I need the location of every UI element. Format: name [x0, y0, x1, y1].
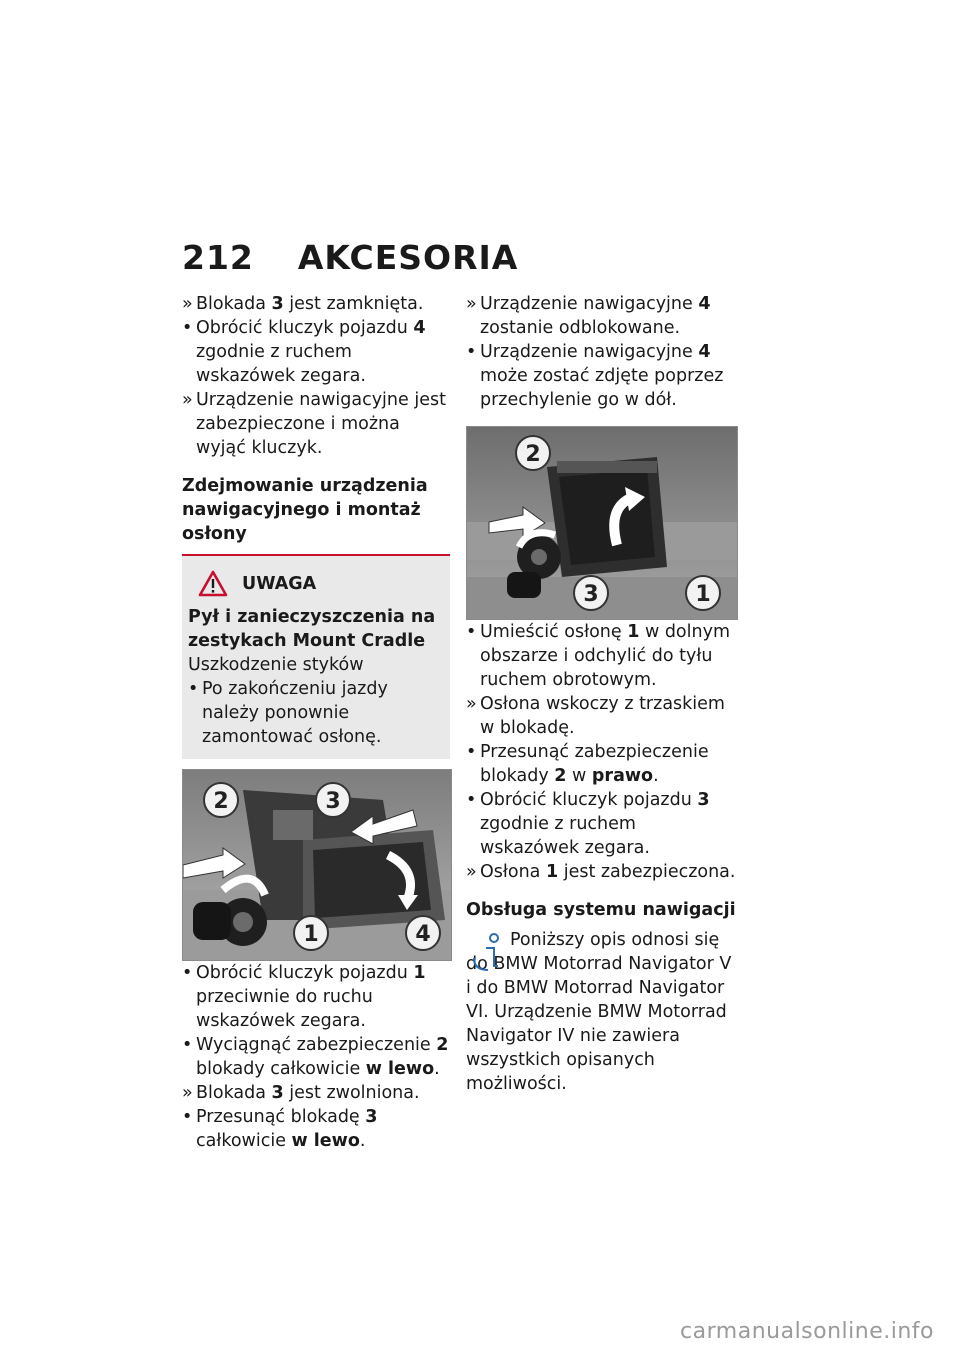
step-item	[466, 740, 736, 788]
warning-title: UWAGA	[242, 573, 317, 594]
step-item	[466, 620, 736, 692]
item-text: Obrócić kluczyk pojazdu 4 zgodnie z ruchem wskazówek zegara.	[196, 318, 426, 386]
bullet-mark: •	[188, 679, 199, 699]
step-item	[466, 340, 736, 412]
result-mark: »	[182, 1083, 193, 1103]
item-text: Osłona wskoczy z trzaskiem w blokadę.	[480, 694, 725, 738]
page-number: 212	[182, 238, 254, 277]
figure-install-cover	[466, 426, 738, 620]
warning-text: Uszkodzenie styków	[188, 655, 364, 675]
result-mark: »	[182, 294, 193, 314]
item-text: Przesunąć blokadę 3 całkowicie w lewo.	[196, 1107, 378, 1151]
item-text: Urządzenie nawigacyjne jest zabezpieczone i można wyjąć kluczyk.	[196, 390, 446, 458]
result-item	[466, 692, 736, 740]
item-text: Wyciągnąć zabezpieczenie 2 blokady całkowicie w lewo.	[196, 1035, 449, 1079]
step-list-top-right	[466, 292, 736, 412]
callout-1: 1	[695, 582, 711, 607]
page-header	[182, 238, 518, 277]
bullet-mark: •	[182, 318, 193, 338]
item-text: Urządzenie nawigacyjne 4 zostanie odblokowane.	[480, 294, 711, 338]
bullet-mark: •	[466, 742, 477, 762]
info-icon	[472, 932, 504, 972]
figure-illustration-1	[183, 770, 452, 961]
bullet-mark: •	[466, 622, 477, 642]
step-item	[182, 316, 452, 388]
bullet-mark: •	[466, 790, 477, 810]
item-text: Umieścić osłonę 1 w dolnym obszarze i odchylić do tyłu ruchem obrotowym.	[480, 622, 731, 690]
result-mark: »	[466, 862, 477, 882]
item-text: Urządzenie nawigacyjne 4 może zostać zdjęte poprzez przechylenie go w dół.	[480, 342, 724, 410]
item-text: Blokada 3 jest zwolniona.	[196, 1083, 420, 1103]
result-mark: »	[466, 694, 477, 714]
warning-bold-text: Pył i zanieczyszczenia na zestykach Mount Cradle	[188, 607, 436, 651]
left-column	[182, 292, 452, 1153]
figure-remove-navigator	[182, 769, 452, 961]
result-item	[466, 860, 736, 884]
callout-2: 2	[525, 442, 541, 467]
bullet-mark: •	[182, 1035, 193, 1055]
page-title: AKCESORIA	[297, 238, 519, 277]
right-column	[466, 292, 736, 1096]
callout-3: 3	[325, 789, 341, 814]
warning-bullet-text: Po zakończeniu jazdy należy ponownie zamontować osłonę.	[202, 679, 388, 747]
callout-2: 2	[213, 789, 229, 814]
callout-3: 3	[583, 582, 599, 607]
bullet-mark: •	[182, 1107, 193, 1127]
item-text: Obrócić kluczyk pojazdu 3 zgodnie z ruchem wskazówek zegara.	[480, 790, 710, 858]
warning-bullet	[188, 677, 444, 749]
warning-body	[188, 605, 444, 749]
bullet-mark: •	[466, 342, 477, 362]
result-item	[182, 388, 452, 460]
step-item	[182, 961, 452, 1033]
step-item	[182, 1033, 452, 1081]
bullet-mark: •	[182, 963, 193, 983]
result-item	[182, 1081, 452, 1105]
step-list-top-left	[182, 292, 452, 460]
result-item	[182, 292, 452, 316]
info-text: Poniższy opis odnosi się do BMW Motorrad Navigator V i do BMW Motorrad Navigator VI. Urządzenie BMW Motorrad Navigator IV nie zawiera wszystkich opisanych możliwości.	[466, 930, 732, 1094]
section-title-navigation: Obsługa systemu nawigacji	[466, 900, 736, 920]
watermark: carmanualsonline.info	[680, 1319, 934, 1344]
step-list-bottom-left	[182, 961, 452, 1153]
figure-illustration-2	[467, 427, 738, 620]
item-text: Blokada 3 jest zamknięta.	[196, 294, 424, 314]
section-title-remove-device: Zdejmowanie urządzenia nawigacyjnego i montaż osłony	[182, 476, 428, 544]
info-note	[466, 928, 736, 1096]
step-item	[466, 788, 736, 860]
result-mark: »	[466, 294, 477, 314]
item-text: Obrócić kluczyk pojazdu 1 przeciwnie do ruchu wskazówek zegara.	[196, 963, 426, 1031]
result-item	[466, 292, 736, 340]
warning-triangle-icon	[198, 570, 228, 597]
result-mark: »	[182, 390, 193, 410]
warning-header	[188, 570, 444, 597]
warning-box	[182, 556, 450, 759]
item-text: Przesunąć zabezpieczenie blokady 2 w prawo.	[480, 742, 709, 786]
step-list-bottom-right	[466, 620, 736, 884]
item-text: Osłona 1 jest zabezpieczona.	[480, 862, 736, 882]
step-item	[182, 1105, 452, 1153]
callout-4: 4	[415, 922, 431, 947]
callout-1: 1	[303, 922, 319, 947]
